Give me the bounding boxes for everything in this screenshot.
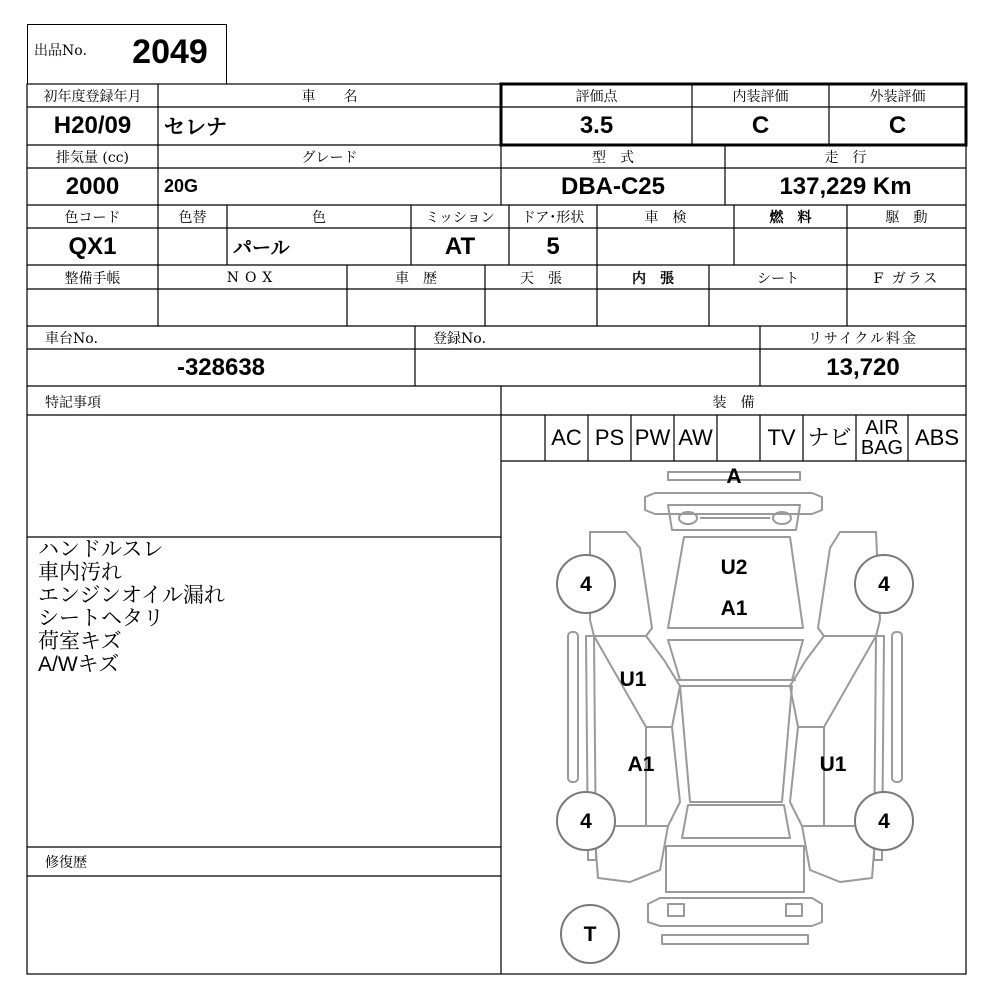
back-door <box>666 846 804 892</box>
roof-label: 天 張 <box>520 270 562 287</box>
mark-tire-rl: 4 <box>580 810 592 833</box>
transmission-value: AT <box>444 232 476 260</box>
repaint-value <box>158 228 227 265</box>
mark-left-front-side: U1 <box>619 668 647 691</box>
front-bumper-outline <box>645 493 822 514</box>
registration-label: 登録No． <box>433 331 496 347</box>
car-name-label: 車 名 <box>301 89 358 105</box>
color-label: 色 <box>312 210 326 226</box>
displacement-label: 排気量 (cc) <box>55 150 130 166</box>
left-rear-door <box>646 727 680 826</box>
interior-trim-label: 内 張 <box>632 270 674 287</box>
equipment-item-ac: AC <box>551 425 582 450</box>
mark-hood-upper: U2 <box>720 556 748 579</box>
remark-line: エンジンオイル漏れ <box>38 584 225 607</box>
recycle-value: 13,720 <box>826 353 900 381</box>
equipment-label: 装 備 <box>712 394 755 411</box>
mark-right-rear-side: U1 <box>819 753 847 776</box>
fuel-label: 燃 料 <box>769 210 812 226</box>
interior-label: 内装評価 <box>732 89 789 105</box>
roof-outline <box>680 686 792 802</box>
lot-number: 2049 <box>132 32 208 71</box>
model-value: DBA-C25 <box>560 172 665 200</box>
inspection-value <box>597 228 734 265</box>
mileage-value: 137,229 Km <box>779 172 912 200</box>
remark-line: シートヘタリ <box>38 607 164 630</box>
equipment-item-aw: AW <box>678 425 713 450</box>
interior-value: C <box>751 112 770 139</box>
repaint-label: 色替 <box>178 210 207 226</box>
equipment-item-airbag: AIR BAG <box>860 417 904 459</box>
remarks-list <box>38 538 498 838</box>
equipment-item-pw: PW <box>634 425 671 450</box>
displacement-value: 2000 <box>65 172 120 200</box>
mark-front: A <box>726 465 742 488</box>
mileage-label: 走 行 <box>824 150 867 166</box>
first-reg-label: 初年度登録年月 <box>43 89 142 105</box>
rear-window <box>682 805 790 838</box>
equipment-item-ps: PS <box>594 425 625 450</box>
maintenance-label: 整備手帳 <box>64 270 121 287</box>
seat-label: シート <box>757 270 799 287</box>
mark-tire-fr: 4 <box>878 573 890 596</box>
remarks-label: 特記事項 <box>45 394 101 411</box>
equipment-item <box>717 415 760 461</box>
drive-label: 駆 動 <box>885 210 928 226</box>
mark-tire-fl: 4 <box>580 573 592 596</box>
remark-line: A/Wキズ <box>38 653 120 676</box>
grade-value: 20G <box>164 176 199 196</box>
car-condition-diagram <box>501 461 966 974</box>
nox-label: NOX <box>226 269 279 286</box>
first-reg-value: H20/09 <box>53 112 132 139</box>
mark-left-rear-side: A1 <box>627 753 655 776</box>
windshield <box>668 640 803 680</box>
score-value: 3.5 <box>579 112 614 139</box>
fglass-label: F ガラス <box>873 270 940 287</box>
mark-spare: T <box>583 923 597 946</box>
recycle-label: リサイクル料金 <box>807 331 919 347</box>
equipment-item-abs: ABS <box>914 425 960 450</box>
equipment-item-navi: ナビ <box>807 425 852 450</box>
color-code-value: QX1 <box>68 232 117 260</box>
fuel-value <box>734 228 847 265</box>
remark-line: 車内汚れ <box>38 561 122 584</box>
door-label: ドア･形状 <box>521 210 585 226</box>
equipment-item-tv: TV <box>767 425 796 450</box>
lot-label: 出品No． <box>34 43 97 59</box>
history-label: 車 歴 <box>395 270 437 287</box>
equipment-item <box>501 415 545 461</box>
mark-hood-lower: A1 <box>720 597 748 620</box>
model-label: 型 式 <box>592 150 634 166</box>
color-value: パール <box>233 238 290 259</box>
car-name-value: セレナ <box>164 116 227 139</box>
remark-line: 荷室キズ <box>38 630 122 653</box>
chassis-label: 車台No． <box>45 331 108 347</box>
inspection-label: 車 検 <box>644 210 687 226</box>
exterior-value: C <box>888 112 907 139</box>
repair-label: 修復歴 <box>45 855 87 871</box>
score-label: 評価点 <box>575 89 618 105</box>
drive-value <box>847 228 966 265</box>
chassis-value: -328638 <box>176 353 266 381</box>
exterior-label: 外装評価 <box>869 89 926 105</box>
remark-line: ハンドルスレ <box>38 538 164 561</box>
color-code-label: 色コード <box>64 210 121 226</box>
grade-label: グレード <box>301 150 358 166</box>
mark-tire-rr: 4 <box>878 810 890 833</box>
right-rear-door <box>790 727 824 826</box>
registration-value <box>415 349 760 386</box>
door-value: 5 <box>546 232 560 260</box>
rear-bumper <box>648 898 822 926</box>
right-front-door <box>790 636 876 727</box>
transmission-label: ミッション <box>425 210 495 226</box>
